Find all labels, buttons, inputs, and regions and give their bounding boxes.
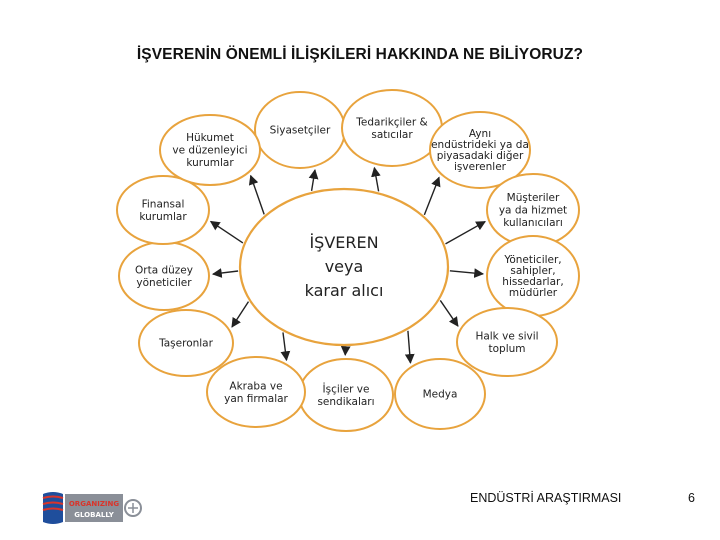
node-tedarikciler [342, 90, 442, 166]
page-number: 6 [688, 491, 695, 505]
arrow-to-yoneticiler [450, 271, 483, 274]
node-label-isciler: İşçiler ve [322, 383, 370, 396]
node-label-yoneticiler: müdürler [508, 287, 558, 299]
node-label-hukumet: Hükumet [186, 132, 234, 144]
node-label-halk: Halk ve sivil [475, 330, 539, 343]
node-label-ayni-endustri: Aynı [468, 128, 492, 140]
node-label-medya: Medya [422, 388, 458, 401]
node-orta-duzey [119, 242, 209, 310]
node-label-yoneticiler: hissedarlar, [502, 276, 564, 288]
organizing-globally-logo [41, 490, 142, 526]
node-label-ayni-endustri: endüstrideki ya da [431, 139, 529, 151]
node-label-musteriler: Müşteriler [506, 192, 560, 204]
arrow-to-musteriler [445, 222, 485, 244]
node-label-ayni-endustri: piyasadaki diğer [436, 150, 524, 162]
node-label-finansal: Finansal [141, 198, 185, 211]
footer-label: ENDÜSTRİ ARAŞTIRMASI [470, 491, 622, 505]
node-label-taseronlar: Taşeronlar [159, 337, 213, 350]
node-label-tedarikciler: Tedarikçiler & [356, 116, 428, 129]
node-label-yoneticiler: sahipler, [510, 265, 556, 277]
node-label-akraba: yan firmalar [224, 392, 288, 405]
center-label-line: İŞVEREN [309, 233, 379, 252]
arrow-to-taseronlar [232, 302, 249, 327]
node-label-hukumet: ve düzenleyici [172, 144, 248, 157]
node-label-siyasetciler: Siyasetçiler [269, 124, 331, 137]
node-taseronlar [139, 310, 233, 376]
node-label-orta-duzey: yöneticiler [136, 276, 192, 289]
node-label-tedarikciler: satıcılar [371, 128, 413, 141]
node-hukumet [160, 115, 260, 185]
node-medya [395, 359, 485, 429]
node-isciler [299, 359, 393, 431]
node-siyasetciler [255, 92, 345, 168]
arrow-to-halk [440, 300, 458, 326]
node-finansal [117, 176, 209, 244]
node-yoneticiler [487, 236, 579, 316]
arrow-to-tedarikciler [374, 168, 378, 192]
arrow-to-ayni-endustri [424, 177, 439, 214]
node-label-musteriler: ya da hizmet [498, 204, 568, 217]
node-label-orta-duzey: Orta düzey [135, 264, 193, 277]
arrow-to-medya [408, 331, 411, 363]
node-label-isciler: sendikaları [317, 395, 375, 408]
node-label-akraba: Akraba ve [229, 380, 283, 393]
node-halk [457, 308, 557, 376]
arrow-to-siyasetciler [312, 170, 315, 191]
logo-text-2: GLOBALLY [74, 511, 114, 519]
node-label-yoneticiler: Yöneticiler, [504, 254, 562, 266]
slide-title: İŞVERENİN ÖNEMLİ İLİŞKİLERİ HAKKINDA NE BİLİYORUZ? [136, 46, 584, 63]
arrow-to-finansal [211, 221, 243, 243]
center-label-line: veya [324, 257, 364, 276]
arrow-to-hukumet [251, 176, 264, 215]
arrow-to-akraba [283, 332, 287, 360]
node-label-ayni-endustri: işverenler [454, 161, 506, 173]
center-node [240, 189, 448, 345]
node-label-halk: toplum [488, 342, 526, 355]
arrow-to-orta-duzey [213, 271, 238, 274]
node-akraba [207, 357, 305, 427]
center-label-line: karar alıcı [304, 281, 384, 300]
node-label-musteriler: kullanıcıları [503, 217, 563, 229]
logo-text-1: ORGANIZING [68, 500, 120, 508]
node-label-hukumet: kurumlar [186, 157, 234, 169]
node-label-finansal: kurumlar [139, 210, 187, 223]
